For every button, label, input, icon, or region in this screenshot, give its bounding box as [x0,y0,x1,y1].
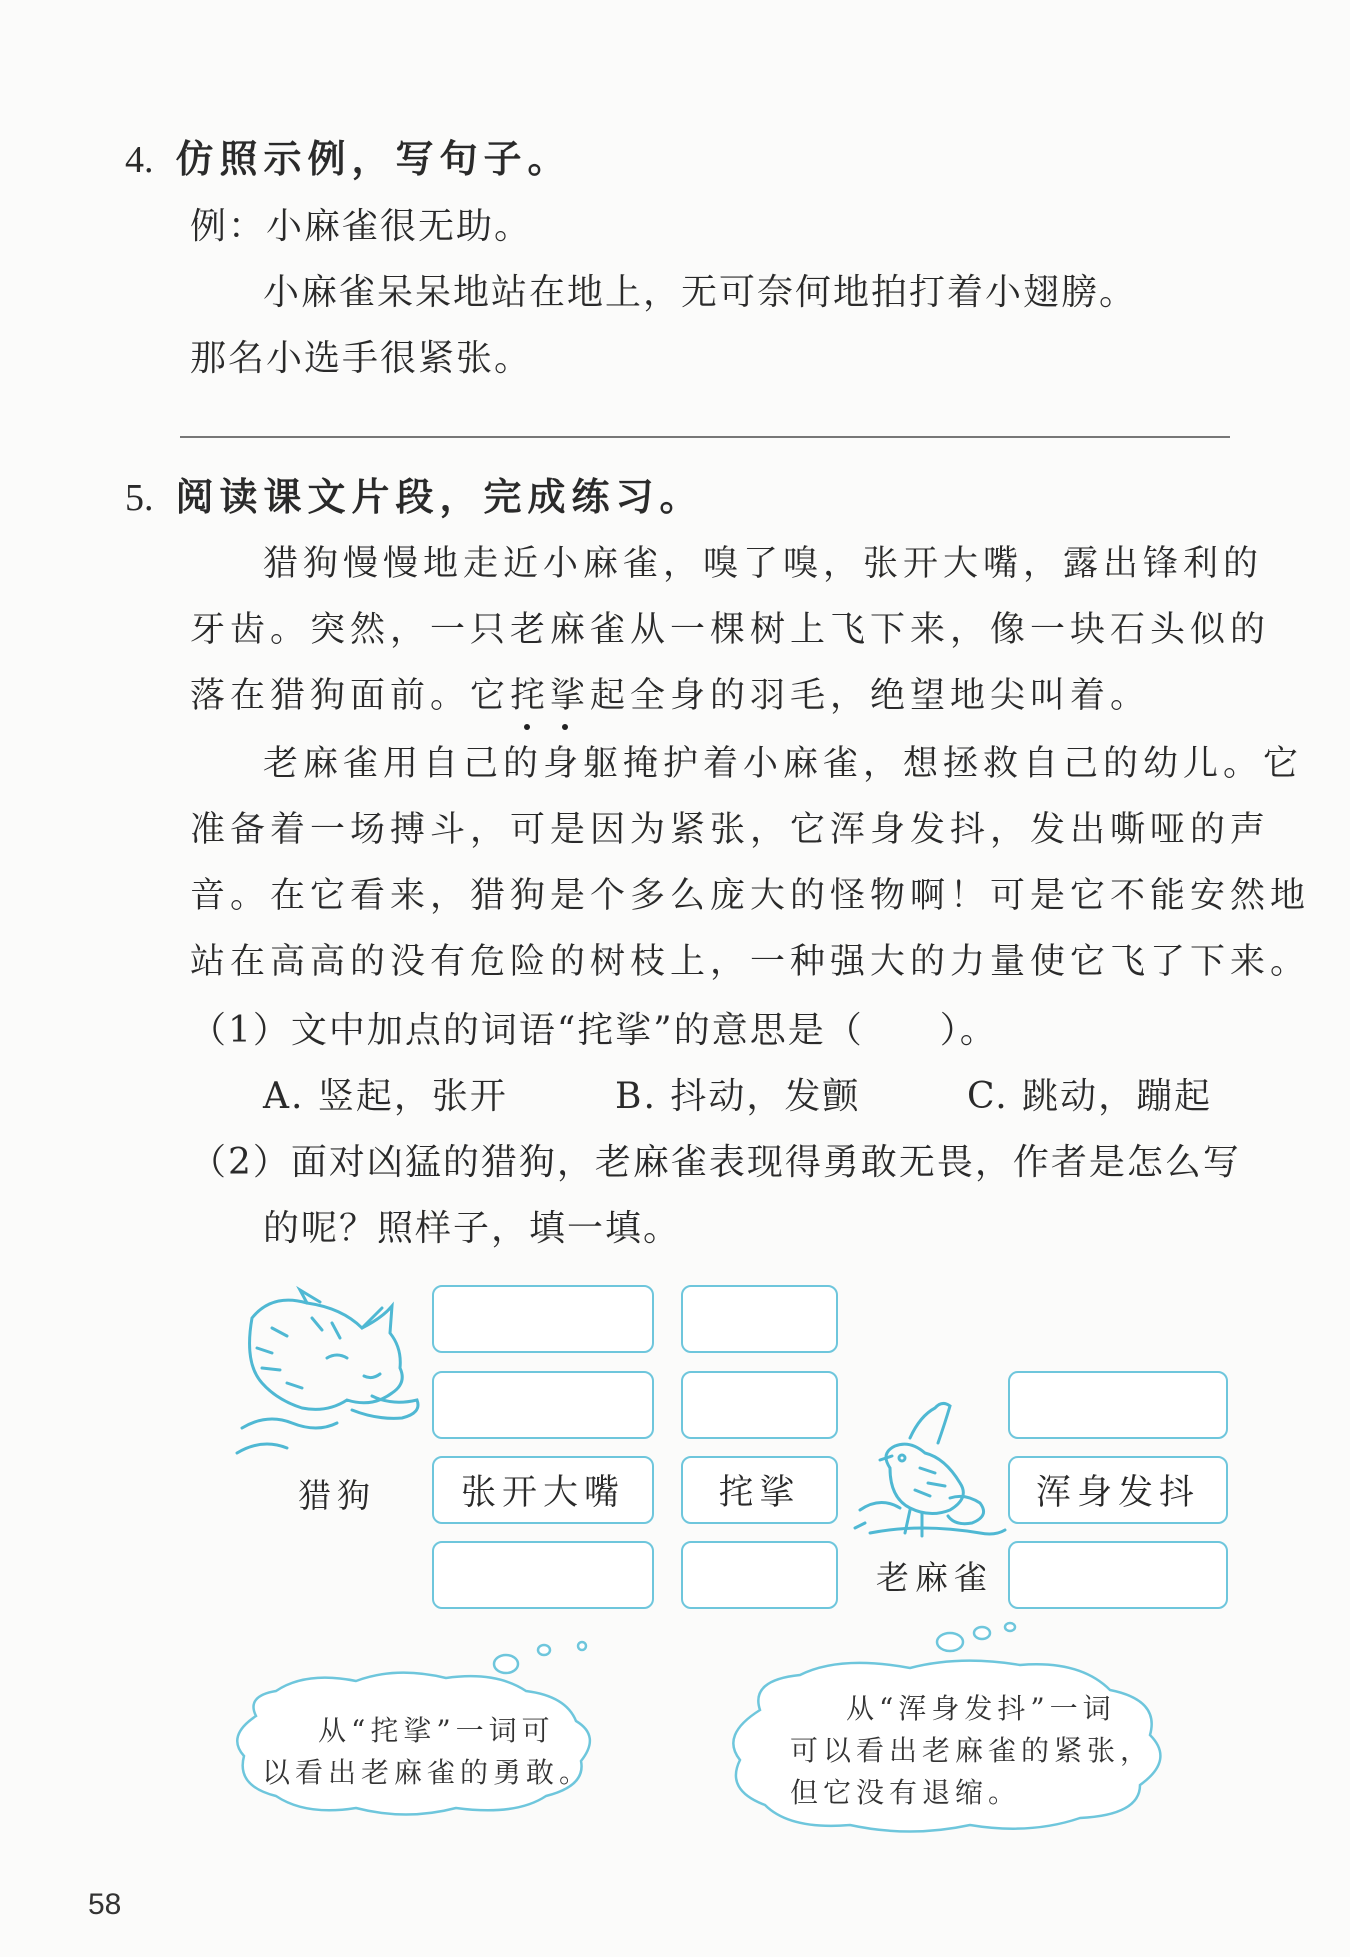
answer-box-dog-2[interactable] [681,1285,838,1353]
question-number: 5. [125,477,154,519]
answer-line[interactable] [180,436,1230,438]
sub-question-1: （1）文中加点的词语“挓挲”的意思是（ ）。 [190,1010,998,1051]
sparrow-label: 老麻雀 [876,1558,993,1597]
sub-question-2-line1: （2）面对凶猛的猎狗，老麻雀表现得勇敢无畏，作者是怎么写 [190,1142,1241,1183]
bubble-left-line2: 以看出老麻雀的勇敢。 [262,1756,593,1789]
answer-box-dog-4[interactable] [681,1371,838,1439]
sparrow-illustration [850,1398,1010,1538]
option-b[interactable]: B. 抖动，发颤 [615,1076,861,1117]
answer-box-dog-5[interactable] [432,1541,654,1609]
passage-line: 准备着一场搏斗，可是因为紧张，它浑身发抖，发出嘶哑的声 [190,810,1271,850]
example-box-dog-2: 挓挲 [681,1456,838,1524]
bubble-right-line2: 可以看出老麻雀的紧张， [790,1734,1154,1767]
example-box-dog-1: 张开大嘴 [432,1456,654,1524]
passage-line: 站在高高的没有危险的树枝上，一种强大的力量使它飞了下来。 [190,942,1311,982]
page-number: 58 [88,1888,122,1921]
passage-line: 老麻雀用自己的身躯掩护着小麻雀，想拯救自己的幼儿。它 [263,744,1304,784]
bubble-left-line1: 从“挓挲”一词可 [318,1714,555,1747]
question-number: 4. [125,139,154,181]
question-title: 阅读课文片段，完成练习。 [175,474,704,519]
dotted-word: 挓挲 [510,668,590,718]
question-title: 仿照示例，写句子。 [175,136,572,181]
question-5-heading [125,466,704,521]
bubble-right-line1: 从“浑身发抖”一词 [846,1692,1116,1725]
option-c[interactable]: C. 跳动，蹦起 [967,1076,1213,1117]
sub-question-2-line2: 的呢？照样子，填一填。 [263,1208,682,1249]
passage-text: 落在猎狗面前。它 [190,676,511,716]
question-4-heading [125,128,572,183]
example-box-sparrow: 浑身发抖 [1008,1456,1228,1524]
passage-line: 音。在它看来，猎狗是个多么庞大的怪物啊！可是它不能安然地 [190,876,1311,916]
passage-line: 牙齿。突然，一只老麻雀从一棵树上飞下来，像一块石头似的 [190,610,1271,650]
option-a[interactable]: A. 竖起，张开 [263,1076,508,1117]
answer-box-dog-6[interactable] [681,1541,838,1609]
passage-line: 猎狗慢慢地走近小麻雀，嗅了嗅，张开大嘴，露出锋利的 [263,544,1264,584]
example-label: 例：小麻雀很无助。 [190,206,533,247]
dog-label: 猎狗 [298,1476,376,1515]
answer-box-sparrow-1[interactable] [1008,1371,1228,1439]
example-answer: 小麻雀呆呆地站在地上，无可奈何地拍打着小翅膀。 [263,272,1138,313]
passage-text: 起全身的羽毛，绝望地尖叫着。 [590,676,1151,716]
answer-box-sparrow-2[interactable] [1008,1541,1228,1609]
answer-box-dog-3[interactable] [432,1371,654,1439]
answer-box-dog-1[interactable] [432,1285,654,1353]
bubble-right-line3: 但它没有退缩。 [790,1776,1022,1809]
dog-illustration [232,1288,422,1458]
passage-line [190,668,1150,718]
q4-prompt: 那名小选手很紧张。 [190,338,533,379]
